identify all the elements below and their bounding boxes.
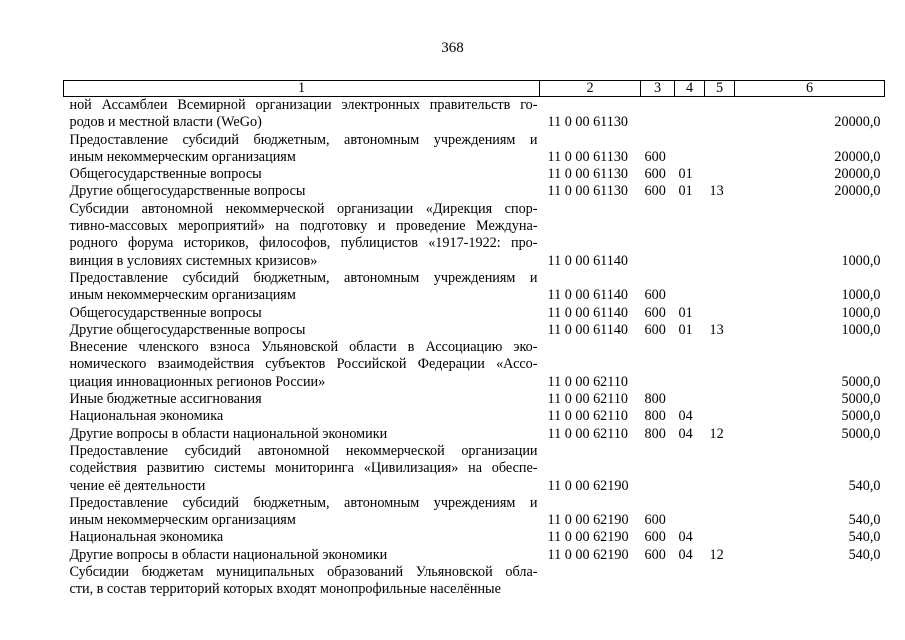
row-description xyxy=(64,426,540,443)
section-code: 01 xyxy=(678,304,693,321)
section-code xyxy=(675,564,705,599)
expense-type-code: 800 xyxy=(644,408,666,425)
description-line: Общегосударственные вопросы xyxy=(69,166,262,183)
expense-type-code: 600 xyxy=(644,529,666,546)
description-line: ной Ассамблеи Всемирной организации электронных правительств го- xyxy=(69,97,538,113)
section-code xyxy=(675,339,705,391)
target-article-code: 11 0 00 61130 xyxy=(547,114,629,131)
section-code xyxy=(675,391,705,408)
subsection-code xyxy=(705,166,735,183)
amount-value xyxy=(735,564,885,599)
amount-value: 540,0 xyxy=(848,546,881,563)
table-row xyxy=(64,547,885,564)
description-line: Внесение членского взноса Ульяновской области в Ассоциацию эко- xyxy=(69,339,538,356)
column-header-row xyxy=(64,81,885,97)
expense-type-code: 600 xyxy=(644,148,666,165)
description-line: номического взаимодействия субъектов Российской Федерации «Ассо- xyxy=(69,356,538,373)
row-description xyxy=(64,443,540,495)
section-code: 01 xyxy=(678,183,693,200)
description-line: Другие общегосударственные вопросы xyxy=(69,321,306,338)
subsection-code: 13 xyxy=(709,321,724,338)
amount-value: 1000,0 xyxy=(841,252,881,269)
subsection-code: 13 xyxy=(709,183,724,200)
column-header-2: 2 xyxy=(540,81,641,97)
expense-type-code xyxy=(641,443,675,495)
target-article-code: 11 0 00 61130 xyxy=(547,183,629,200)
target-article-code: 11 0 00 61140 xyxy=(547,252,629,269)
target-article-code: 11 0 00 62110 xyxy=(547,408,629,425)
expense-type-code: 600 xyxy=(644,304,666,321)
description-line: винция в условиях системных кризисов» xyxy=(69,252,318,269)
target-article-code: 11 0 00 61140 xyxy=(547,287,629,304)
description-line: Другие вопросы в области национальной экономики xyxy=(69,425,388,442)
row-description xyxy=(64,408,540,425)
table-row xyxy=(64,391,885,408)
row-description xyxy=(64,529,540,546)
row-description xyxy=(64,201,540,270)
table-row xyxy=(64,201,885,270)
target-article-code: 11 0 00 62190 xyxy=(547,529,629,546)
expense-type-code: 600 xyxy=(644,546,666,563)
table-row xyxy=(64,339,885,391)
description-line: тивно-массовых мероприятий» на подготовку и проведение Междуна- xyxy=(69,218,538,235)
budget-table xyxy=(63,80,885,599)
target-article-code: 11 0 00 62190 xyxy=(547,477,629,494)
target-article-code: 11 0 00 61140 xyxy=(547,321,629,338)
section-code: 01 xyxy=(678,321,693,338)
section-code: 04 xyxy=(678,408,693,425)
subsection-code xyxy=(705,305,735,322)
table-row xyxy=(64,183,885,200)
amount-value: 540,0 xyxy=(848,477,881,494)
expense-type-code: 600 xyxy=(644,321,666,338)
subsection-code xyxy=(705,97,735,132)
section-code: 04 xyxy=(678,425,693,442)
subsection-code xyxy=(705,339,735,391)
section-code xyxy=(675,132,705,167)
row-description xyxy=(64,391,540,408)
target-article-code xyxy=(540,564,641,599)
section-code: 04 xyxy=(678,529,693,546)
table-row xyxy=(64,408,885,425)
amount-value: 5000,0 xyxy=(841,408,881,425)
subsection-code xyxy=(705,391,735,408)
table-row xyxy=(64,322,885,339)
description-line: циация инновационных регионов России» xyxy=(69,373,326,390)
row-description xyxy=(64,305,540,322)
subsection-code: 12 xyxy=(709,546,724,563)
subsection-code xyxy=(705,408,735,425)
subsection-code xyxy=(705,529,735,546)
expense-type-code: 600 xyxy=(644,183,666,200)
table-row xyxy=(64,166,885,183)
page-number: 368 xyxy=(441,40,464,56)
expense-type-code xyxy=(641,97,675,132)
target-article-code: 11 0 00 62110 xyxy=(547,373,629,390)
expense-type-code: 800 xyxy=(644,425,666,442)
section-code: 01 xyxy=(678,166,693,183)
section-code: 04 xyxy=(678,546,693,563)
subsection-code xyxy=(705,132,735,167)
subsection-code xyxy=(705,495,735,530)
table-row xyxy=(64,97,885,132)
row-description xyxy=(64,97,540,132)
expense-type-code xyxy=(641,339,675,391)
amount-value: 20000,0 xyxy=(834,114,881,131)
row-description xyxy=(64,166,540,183)
section-code xyxy=(675,443,705,495)
amount-value: 1000,0 xyxy=(841,321,881,338)
table-row xyxy=(64,305,885,322)
description-line: Предоставление субсидий автономной некоммерческой организации xyxy=(69,442,538,459)
amount-value: 1000,0 xyxy=(841,287,881,304)
description-line: Другие общегосударственные вопросы xyxy=(69,183,306,200)
table-row xyxy=(64,426,885,443)
table-row xyxy=(64,270,885,305)
subsection-code xyxy=(705,201,735,270)
description-line: Национальная экономика xyxy=(69,529,224,546)
amount-value: 540,0 xyxy=(848,529,881,546)
description-line: Субсидии бюджетам муниципальных образований Ульяновской обла- xyxy=(69,564,538,581)
description-line: Предоставление субсидий бюджетным, автономным учреждениям и xyxy=(69,131,538,148)
table-row xyxy=(64,529,885,546)
description-line: иным некоммерческим организациям xyxy=(69,148,296,165)
subsection-code xyxy=(705,443,735,495)
expense-type-code: 600 xyxy=(644,166,666,183)
target-article-code: 11 0 00 61130 xyxy=(547,166,629,183)
description-line: родного форума историков, философов, публицистов «1917-1922: про- xyxy=(69,235,538,252)
column-header-6: 6 xyxy=(735,81,885,97)
row-description xyxy=(64,322,540,339)
expense-type-code: 800 xyxy=(644,391,666,408)
column-header-5: 5 xyxy=(705,81,735,97)
description-line: Предоставление субсидий бюджетным, автономным учреждениям и xyxy=(69,494,538,511)
subsection-code: 12 xyxy=(709,425,724,442)
description-line: сти, в состав территорий которых входят монопрофильные населённые xyxy=(69,581,501,598)
target-article-code: 11 0 00 62190 xyxy=(547,512,629,529)
section-code xyxy=(675,201,705,270)
subsection-code xyxy=(705,270,735,305)
column-header-3: 3 xyxy=(641,81,675,97)
target-article-code: 11 0 00 61140 xyxy=(547,304,629,321)
column-header-1: 1 xyxy=(64,81,540,97)
description-line: Другие вопросы в области национальной экономики xyxy=(69,546,388,563)
description-line: Субсидии автономной некоммерческой организации «Дирекция спор- xyxy=(69,200,538,217)
description-line: содействия развитию системы мониторинга «Цивилизация» на обеспе- xyxy=(69,460,538,477)
table-row xyxy=(64,495,885,530)
target-article-code: 11 0 00 62190 xyxy=(547,546,629,563)
amount-value: 20000,0 xyxy=(834,166,881,183)
amount-value: 1000,0 xyxy=(841,304,881,321)
amount-value: 540,0 xyxy=(848,512,881,529)
row-description xyxy=(64,339,540,391)
table-row xyxy=(64,443,885,495)
amount-value: 5000,0 xyxy=(841,425,881,442)
budget-table-body xyxy=(64,97,885,599)
description-line: иным некоммерческим организациям xyxy=(69,512,296,529)
table-row xyxy=(64,564,885,599)
description-line: Общегосударственные вопросы xyxy=(69,304,262,321)
description-line: иным некоммерческим организациям xyxy=(69,287,296,304)
amount-value: 20000,0 xyxy=(834,183,881,200)
description-line: Предоставление субсидий бюджетным, автономным учреждениям и xyxy=(69,269,538,286)
target-article-code: 11 0 00 62110 xyxy=(547,391,629,408)
row-description xyxy=(64,270,540,305)
section-code xyxy=(675,270,705,305)
row-description xyxy=(64,564,540,599)
description-line: чение её деятельности xyxy=(69,477,206,494)
description-line: Национальная экономика xyxy=(69,408,224,425)
amount-value: 5000,0 xyxy=(841,373,881,390)
subsection-code xyxy=(705,564,735,599)
target-article-code: 11 0 00 61130 xyxy=(547,148,629,165)
expense-type-code xyxy=(641,564,675,599)
description-line: Иные бюджетные ассигнования xyxy=(69,391,262,408)
amount-value: 20000,0 xyxy=(834,148,881,165)
row-description xyxy=(64,183,540,200)
description-line: родов и местной власти (WeGo) xyxy=(69,114,262,131)
table-row xyxy=(64,132,885,167)
column-header-4: 4 xyxy=(675,81,705,97)
expense-type-code: 600 xyxy=(644,287,666,304)
amount-value: 5000,0 xyxy=(841,391,881,408)
row-description xyxy=(64,132,540,167)
expense-type-code: 600 xyxy=(644,512,666,529)
row-description xyxy=(64,495,540,530)
section-code xyxy=(675,495,705,530)
section-code xyxy=(675,97,705,132)
expense-type-code xyxy=(641,201,675,270)
row-description xyxy=(64,547,540,564)
target-article-code: 11 0 00 62110 xyxy=(547,425,629,442)
